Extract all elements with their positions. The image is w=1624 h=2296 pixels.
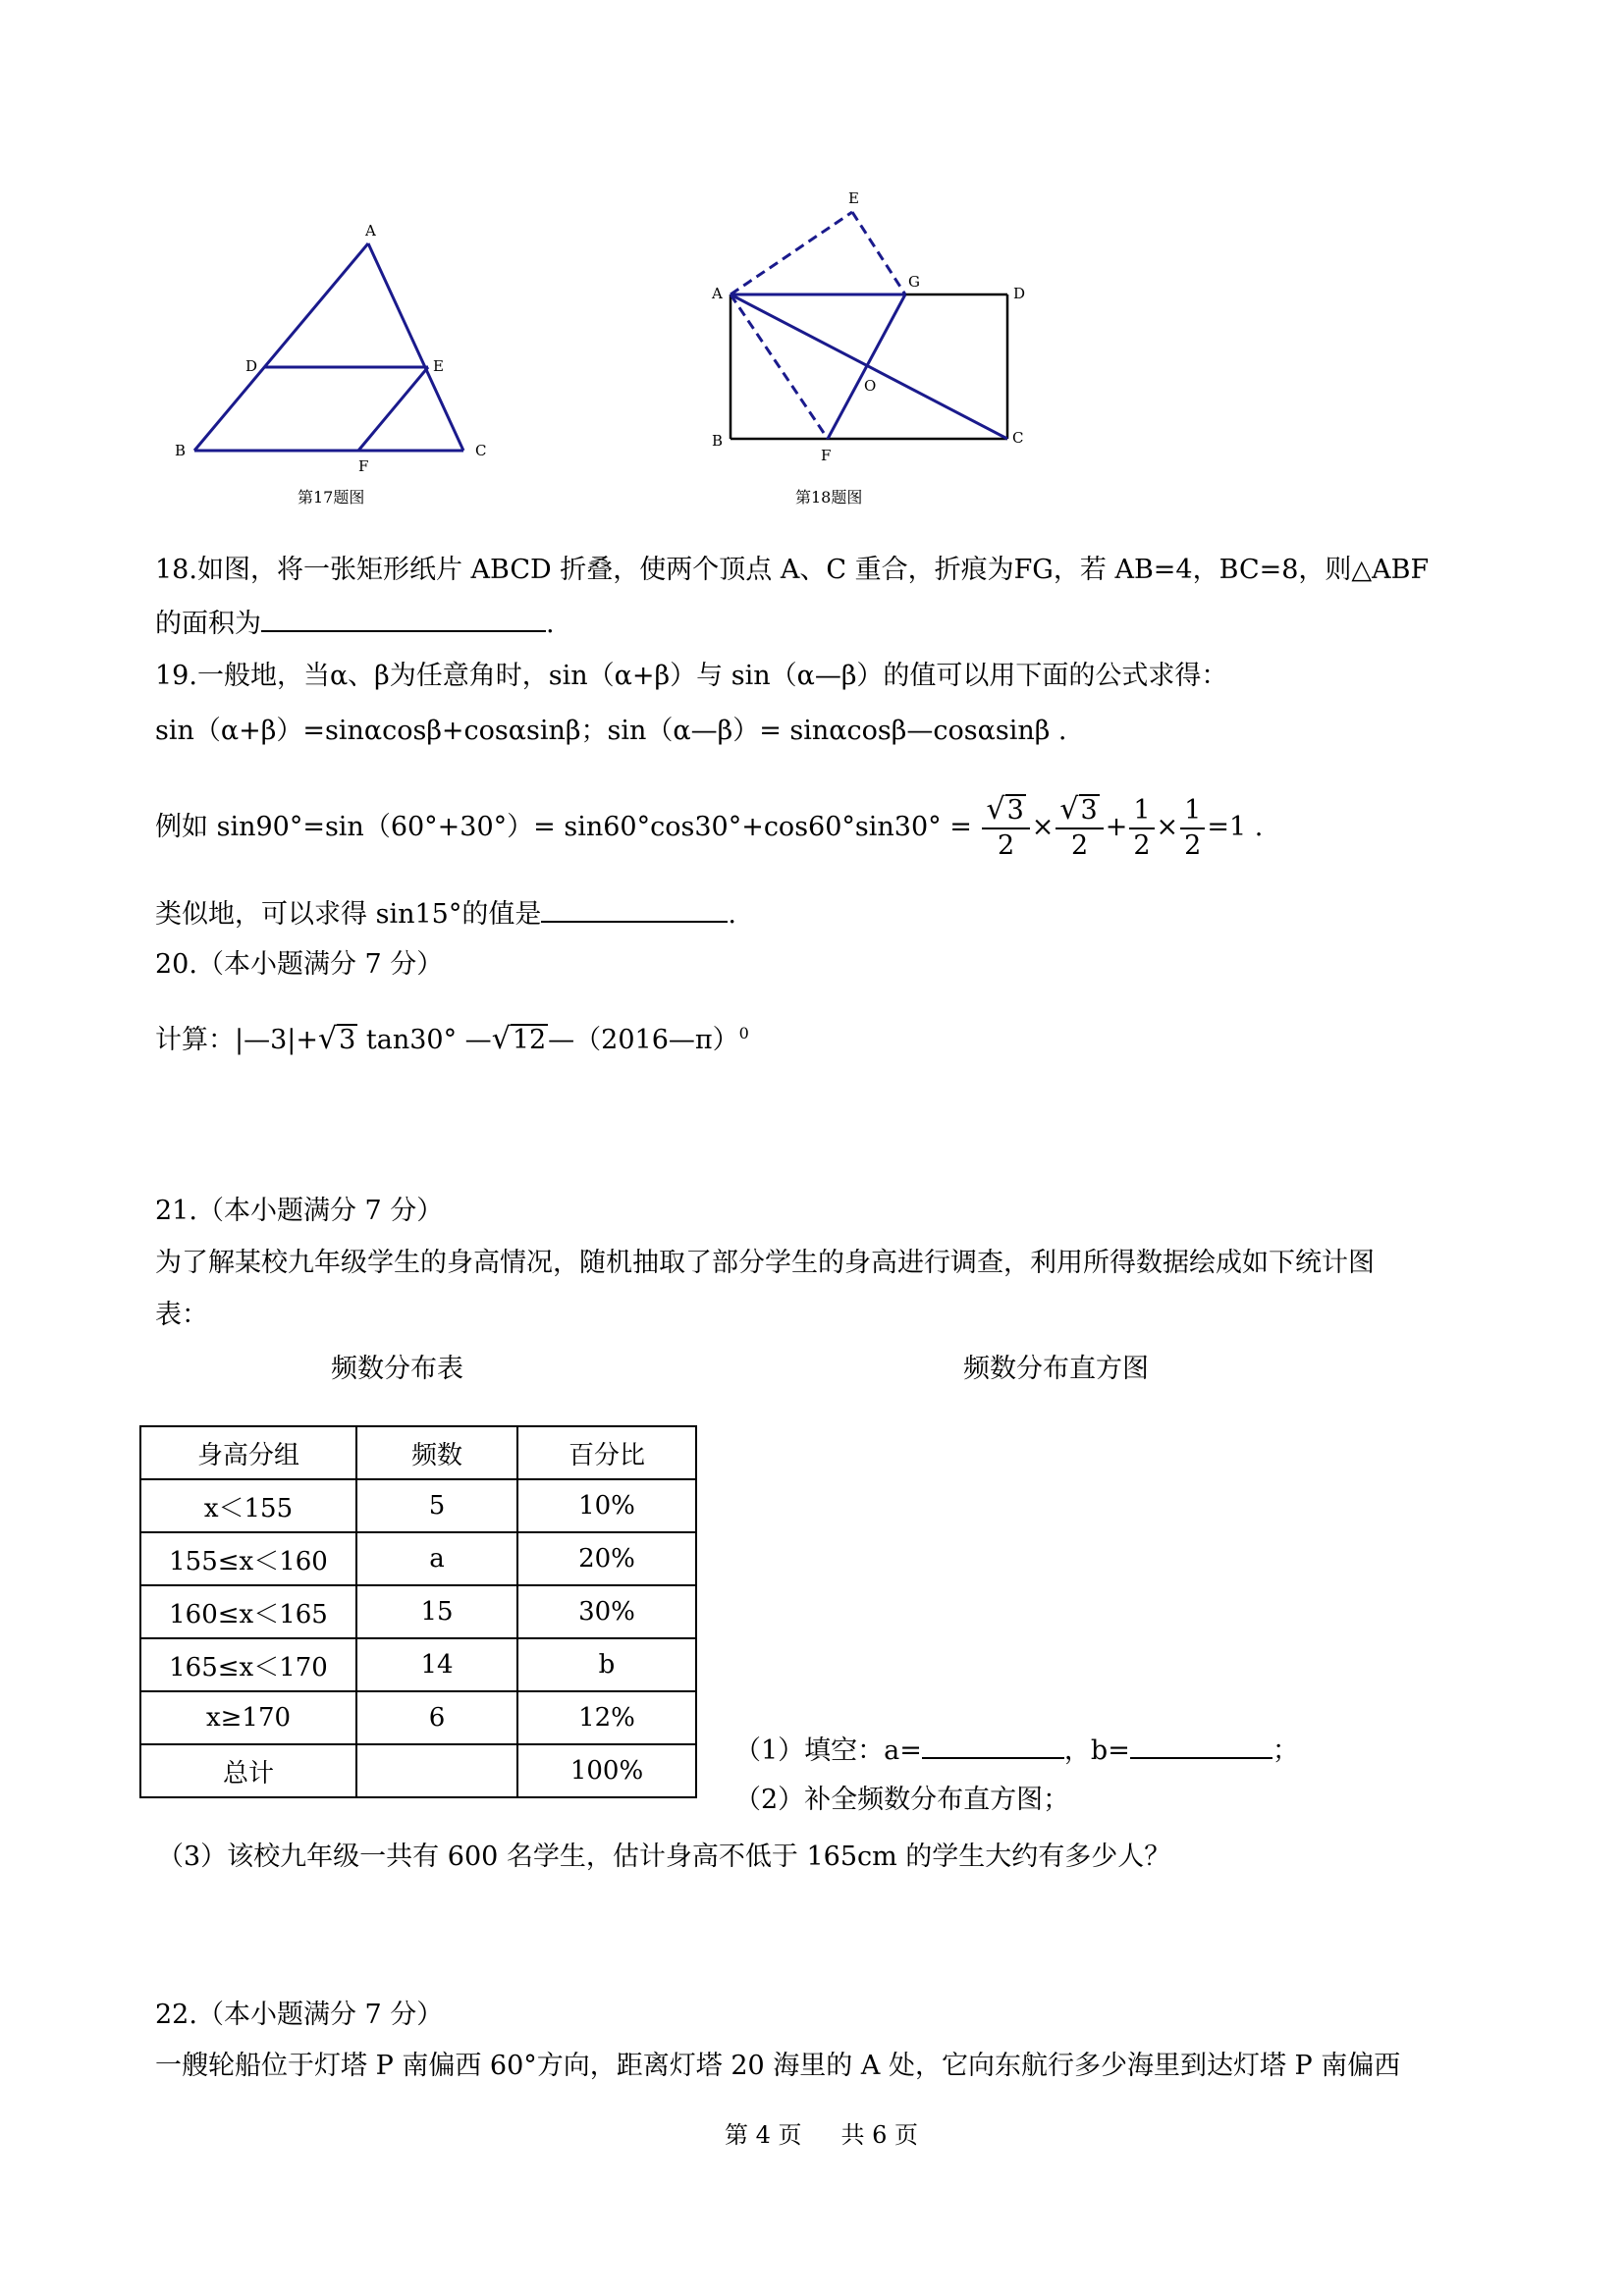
- table-cell: x＜155: [140, 1479, 356, 1532]
- table-row: [140, 1638, 696, 1691]
- figure-17: [167, 211, 501, 506]
- fig18-label-o: O: [864, 377, 877, 395]
- table-header-cell: 身高分组: [140, 1426, 356, 1479]
- fig17-label-c: C: [475, 442, 487, 459]
- fig17-label-b: B: [175, 442, 187, 459]
- q20-expr-post: —（2016—π）: [548, 1025, 739, 1055]
- table-row: [140, 1532, 696, 1585]
- table-row: [140, 1691, 696, 1744]
- sqrt-icon: √: [491, 1022, 511, 1056]
- table-row: [140, 1479, 696, 1532]
- fig18-dashed-af: [731, 294, 828, 439]
- q21-blank-b[interactable]: [1130, 1732, 1272, 1759]
- q19-line4: [155, 895, 736, 932]
- q18-line2: [155, 605, 555, 641]
- table-cell: 12%: [517, 1691, 696, 1744]
- q21-title: 21.（本小题满分 7 分）: [155, 1196, 444, 1226]
- table-header-cell: 百分比: [517, 1426, 696, 1479]
- page-total: 共 6 页: [840, 2121, 919, 2149]
- table-cell: 总计: [140, 1744, 356, 1797]
- table-header-cell: 频数: [356, 1426, 517, 1479]
- table-cell: 30%: [517, 1585, 696, 1638]
- q21-part1: [734, 1732, 1299, 1768]
- page-footer: [725, 2118, 918, 2152]
- fig17-label-f: F: [358, 457, 369, 475]
- fig17-label-a: A: [365, 222, 376, 240]
- table-cell: 155≤x＜160: [140, 1532, 356, 1585]
- q20-title: 20.（本小题满分 7 分）: [155, 949, 444, 980]
- table-cell: x≥170: [140, 1691, 356, 1744]
- table-cell: 100%: [517, 1744, 696, 1797]
- q19-answer-blank[interactable]: [541, 895, 728, 923]
- q21-part1-mid: ，b=: [1063, 1735, 1130, 1766]
- table-cell: [356, 1744, 517, 1797]
- q20-expr-mid: tan30° —: [365, 1025, 492, 1055]
- fig18-label-b: B: [712, 432, 724, 450]
- q19-line3: [155, 788, 1263, 867]
- q20-sqrt-3: 3: [339, 1025, 356, 1055]
- q19-question: 类似地，可以求得 sin15°的值是: [155, 899, 542, 930]
- fig17-side-ab: [194, 243, 368, 451]
- table-cell: b: [517, 1638, 696, 1691]
- q19-example-suffix: =1 .: [1207, 812, 1264, 842]
- fig18-diagonal-ac: [731, 294, 1007, 439]
- q21-part1-suffix: ；: [1272, 1735, 1299, 1766]
- fig18-dashed-ae: [731, 212, 852, 294]
- table-cell: 15: [356, 1585, 517, 1638]
- q20-expr-prefix: 计算：|—3|+: [155, 1025, 318, 1055]
- fig17-segment-ef: [358, 367, 428, 451]
- q21-histogram-title: 频数分布直方图: [963, 1354, 1149, 1384]
- q19-times-a: ×: [1031, 812, 1055, 842]
- fig18-label-e: E: [848, 189, 859, 207]
- q21-line1: 为了解某校九年级学生的身高情况，随机抽取了部分学生的身高进行调查，利用所得数据绘成如下统计图: [155, 1248, 1375, 1278]
- sqrt-icon: √: [318, 1022, 338, 1056]
- q20-expression: [155, 1017, 749, 1057]
- q21-part3: （3）该校九年级一共有 600 名学生，估计身高不低于 165cm 的学生大约有多少人？: [157, 1842, 1171, 1872]
- q18-line1: 18.如图，将一张矩形纸片 ABCD 折叠，使两个顶点 A、C 重合，折痕为FG，若 AB=4，BC=8，则△ABF: [155, 555, 1430, 585]
- table-cell: 160≤x＜165: [140, 1585, 356, 1638]
- q21-part2: （2）补全频数分布直方图；: [734, 1785, 1070, 1815]
- q19-fraction-1-over-2-a: $\frac{1}{2}$: [1129, 794, 1154, 863]
- table-cell: 14: [356, 1638, 517, 1691]
- fig18-label-d: D: [1013, 285, 1026, 302]
- table-row: [140, 1585, 696, 1638]
- q19-suffix: .: [728, 899, 736, 930]
- q18-answer-blank[interactable]: [261, 605, 546, 632]
- q22-title: 22.（本小题满分 7 分）: [155, 2000, 444, 2030]
- frequency-table: [139, 1425, 697, 1798]
- fig18-label-g: G: [908, 273, 920, 291]
- fig17-label-e: E: [433, 357, 444, 375]
- q19-example-prefix: 例如 sin90°=sin（60°+30°）= sin60°cos30°+cos60°sin30° =: [155, 812, 972, 842]
- table-cell: 5: [356, 1479, 517, 1532]
- q19-times-b: ×: [1156, 812, 1179, 842]
- q21-line2: 表：: [155, 1300, 208, 1330]
- q19-fraction-1-over-2-b: $\frac{1}{2}$: [1180, 794, 1205, 863]
- table-cell: 6: [356, 1691, 517, 1744]
- fig18-label-a: A: [712, 285, 723, 302]
- q19-fraction-sqrt3-over-2-a: $\frac{√3}{2}$: [982, 793, 1029, 863]
- q21-table-title: 频数分布表: [331, 1354, 463, 1384]
- q19-line1: 19.一般地，当α、β为任意角时，sin（α+β）与 sin（α—β）的值可以用下面的公式求得：: [155, 661, 1228, 691]
- q18-suffix: .: [546, 609, 555, 639]
- q18-prefix: 的面积为: [155, 609, 261, 639]
- fig17-label-d: D: [245, 357, 258, 375]
- q20-exponent: 0: [738, 1024, 749, 1042]
- fig17-caption: 第17题图: [298, 488, 365, 507]
- fig18-label-f: F: [821, 447, 832, 464]
- fig18-dashed-eg: [852, 212, 905, 294]
- table-row: [140, 1744, 696, 1797]
- page-number: 第 4 页: [725, 2121, 802, 2149]
- table-header-row: [140, 1426, 696, 1479]
- q21-blank-a[interactable]: [922, 1732, 1064, 1759]
- q20-sqrt-12: 12: [512, 1025, 547, 1055]
- figure-18: [702, 182, 1036, 476]
- q19-fraction-sqrt3-over-2-b: $\frac{√3}{2}$: [1056, 793, 1103, 863]
- table-cell: 20%: [517, 1532, 696, 1585]
- fig18-crease-fg: [828, 294, 905, 439]
- table-cell: 10%: [517, 1479, 696, 1532]
- table-cell: 165≤x＜170: [140, 1638, 356, 1691]
- fig18-label-c: C: [1012, 429, 1024, 447]
- table-cell: a: [356, 1532, 517, 1585]
- fig18-caption: 第18题图: [795, 488, 863, 507]
- q19-plus: +: [1105, 812, 1128, 842]
- q19-line2: sin（α+β）=sinαcosβ+cosαsinβ；sin（α—β）= sinαcosβ—cosαsinβ .: [155, 716, 1067, 746]
- q22-line1: 一艘轮船位于灯塔 P 南偏西 60°方向，距离灯塔 20 海里的 A 处，它向东航行多少海里到达灯塔 P 南偏西: [155, 2051, 1401, 2081]
- q21-part1-prefix: （1）填空：a=: [734, 1735, 922, 1766]
